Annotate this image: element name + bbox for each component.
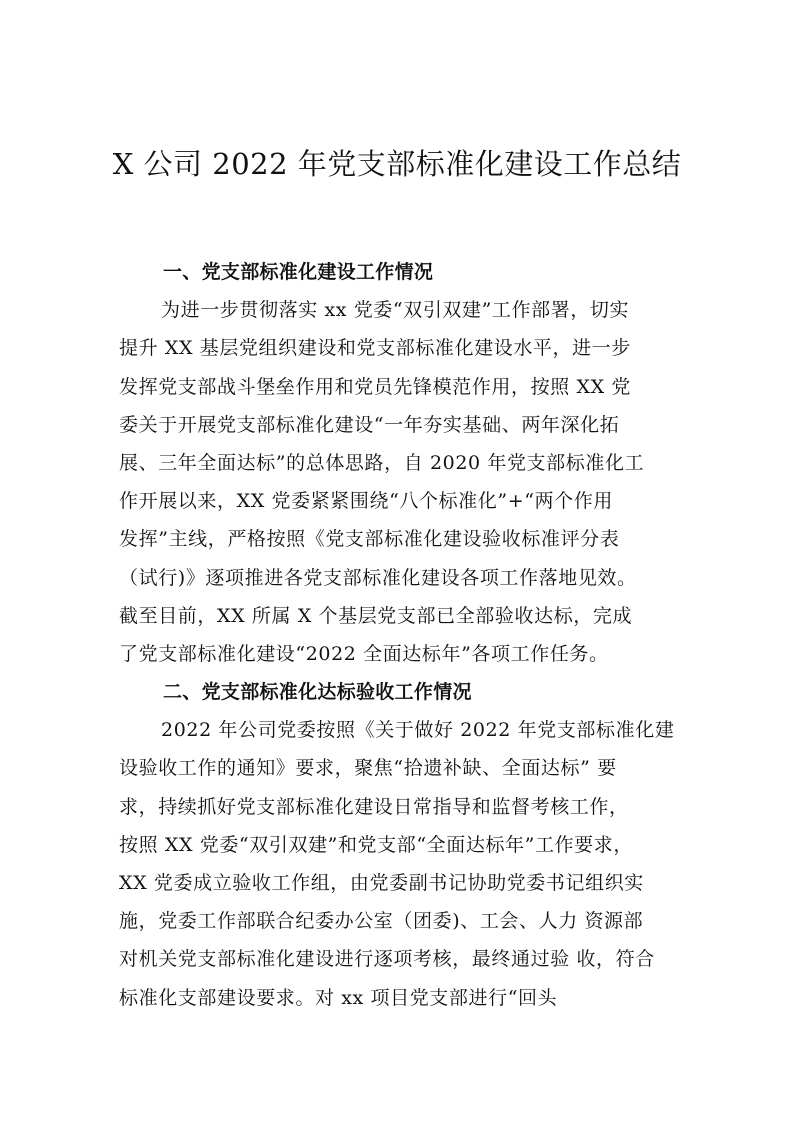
paragraph-line: 对机关党支部标准化建设进行逐项考核，最终通过验 收，符合: [119, 948, 655, 971]
section-heading-1: 一、党支部标准化建设工作情况: [163, 261, 434, 283]
paragraph-line: 标准化支部建设要求。对 xx 项目党支部进行“回头: [119, 986, 558, 1009]
paragraph-line: 发挥党支部战斗堡垒作用和党员先锋模范作用，按照 XX 党: [119, 375, 631, 398]
paragraph-line: 截至目前，XX 所属 X 个基层党支部已全部验收达标，完成: [119, 604, 633, 627]
paragraph-line: 施，党委工作部联合纪委办公室（团委)、工会、人力 资源部: [119, 910, 644, 933]
paragraph-line: 为进一步贯彻落实 xx 党委“双引双建”工作部署，切实: [161, 299, 630, 322]
section-heading-2: 二、党支部标准化达标验收工作情况: [163, 681, 472, 704]
paragraph-line: XX 党委成立验收工作组，由党委副书记协助党委书记组织实: [119, 872, 644, 894]
paragraph-line: 求，持续抓好党支部标准化建设日常指导和监督考核工作，: [119, 795, 629, 818]
paragraph-line: 按照 XX 党委“双引双建”和党支部“全面达标年”工作要求，: [119, 833, 633, 856]
document-body: [119, 253, 719, 1017]
paragraph-line: 委关于开展党支部标准化建设“一年夯实基础、两年深化拓: [119, 413, 620, 436]
document-title: X 公司 2022 年党支部标准化建设工作总结: [112, 147, 682, 181]
paragraph-line: 设验收工作的通知》要求，聚焦“拾遗补缺、全面达标” 要: [119, 757, 617, 780]
paragraph-line: （试行)》逐项推进各党支部标准化建设各项工作落地见效。: [119, 566, 637, 589]
paragraph-line: 提升 XX 基层党组织建设和党支部标准化建设水平，进一步: [119, 337, 631, 360]
paragraph-line: 作开展以来，XX 党委紧紧围绕“八个标准化”+“两个作用: [119, 490, 613, 513]
paragraph-line: 了党支部标准化建设“2022 全面达标年”各项工作任务。: [119, 642, 609, 665]
paragraph-line: 展、三年全面达标”的总体思路，自 2020 年党支部标准化工: [119, 451, 645, 474]
paragraph-line: 2022 年公司党委按照《关于做好 2022 年党支部标准化建: [161, 719, 675, 742]
paragraph-line: 发挥”主线，严格按照《党支部标准化建设验收标准评分表: [119, 528, 620, 551]
